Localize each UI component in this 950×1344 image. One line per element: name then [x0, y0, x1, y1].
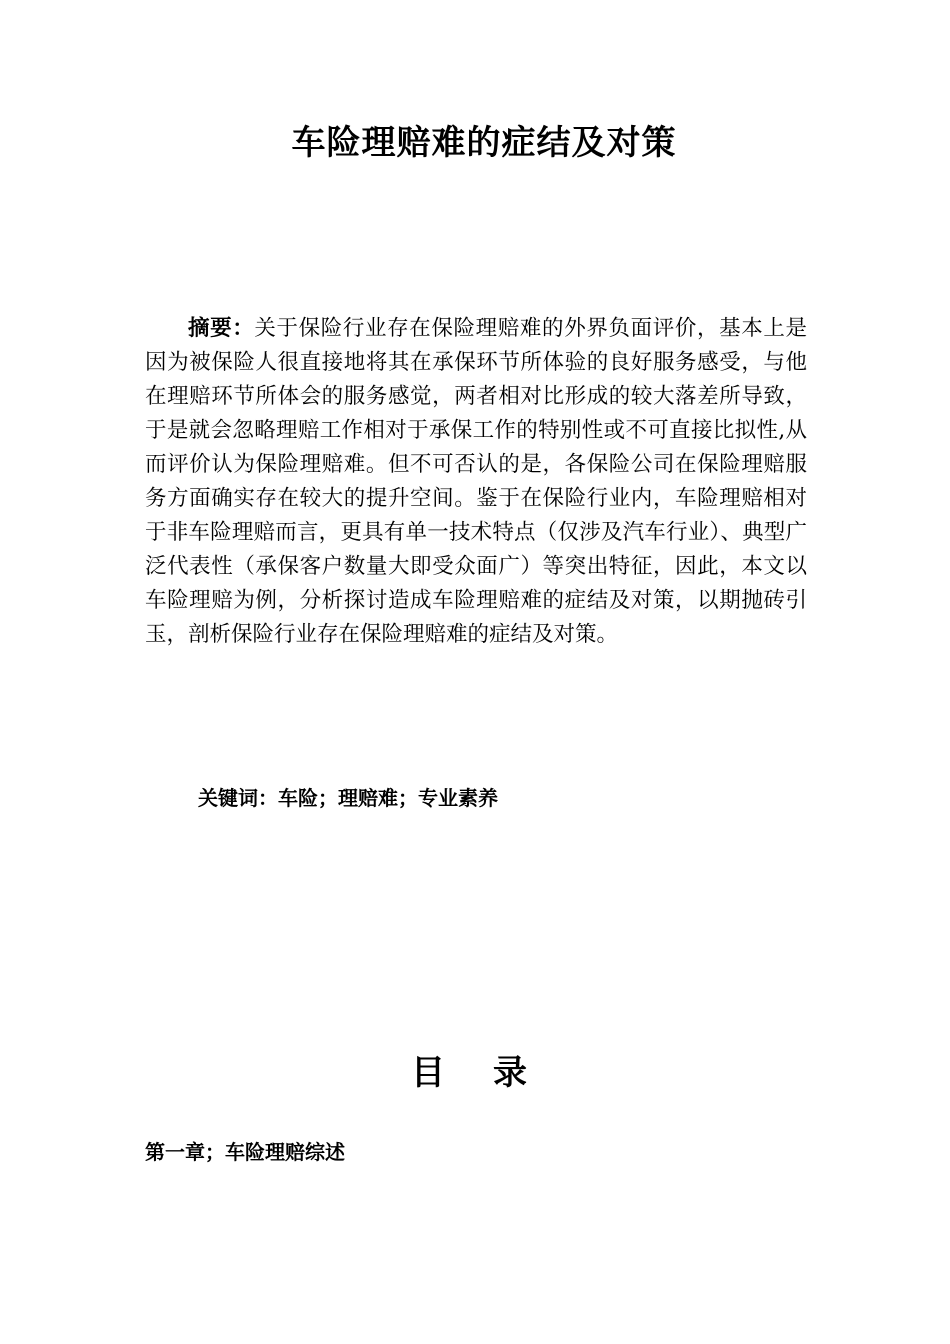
abstract-label: 摘要：	[188, 316, 255, 341]
document-title: 车险理赔难的症结及对策	[291, 123, 677, 163]
toc-item-chapter-1: 第一章；车险理赔综述	[145, 1140, 345, 1164]
toc-heading-part1: 目	[411, 1053, 445, 1093]
toc-heading-part2: 录	[493, 1053, 527, 1093]
keywords-line: 关键词：车险；理赔难；专业素养	[198, 786, 498, 810]
toc-heading	[0, 1048, 938, 1098]
abstract-text: 关于保险行业存在保险理赔难的外界负面评价，基本上是因为被保险人很直接地将其在承保环节所体验的良好服务感受，与他在理赔环节所体会的服务感觉，两者相对比形成的较大落差所导致，于是就会忽略理赔工作相对于承保工作的特别性或不可直接比拟性,从而评价认为保险理赔难。但不可否认的是，各保险公司在保险理赔服务方面确实存在较大的提升空间。鉴于在保险行业内，车险理赔相对于非车险理赔而言，更具有单一技术特点（仅涉及汽车行业）、典型广泛代表性（承保客户数量大即受众面广）等突出特征，因此，本文以车险理赔为例，分析探讨造成车险理赔难的症结及对策，以期抛砖引玉，剖析保险行业存在保险理赔难的症结及对策。	[145, 316, 807, 647]
abstract-paragraph	[145, 312, 807, 652]
